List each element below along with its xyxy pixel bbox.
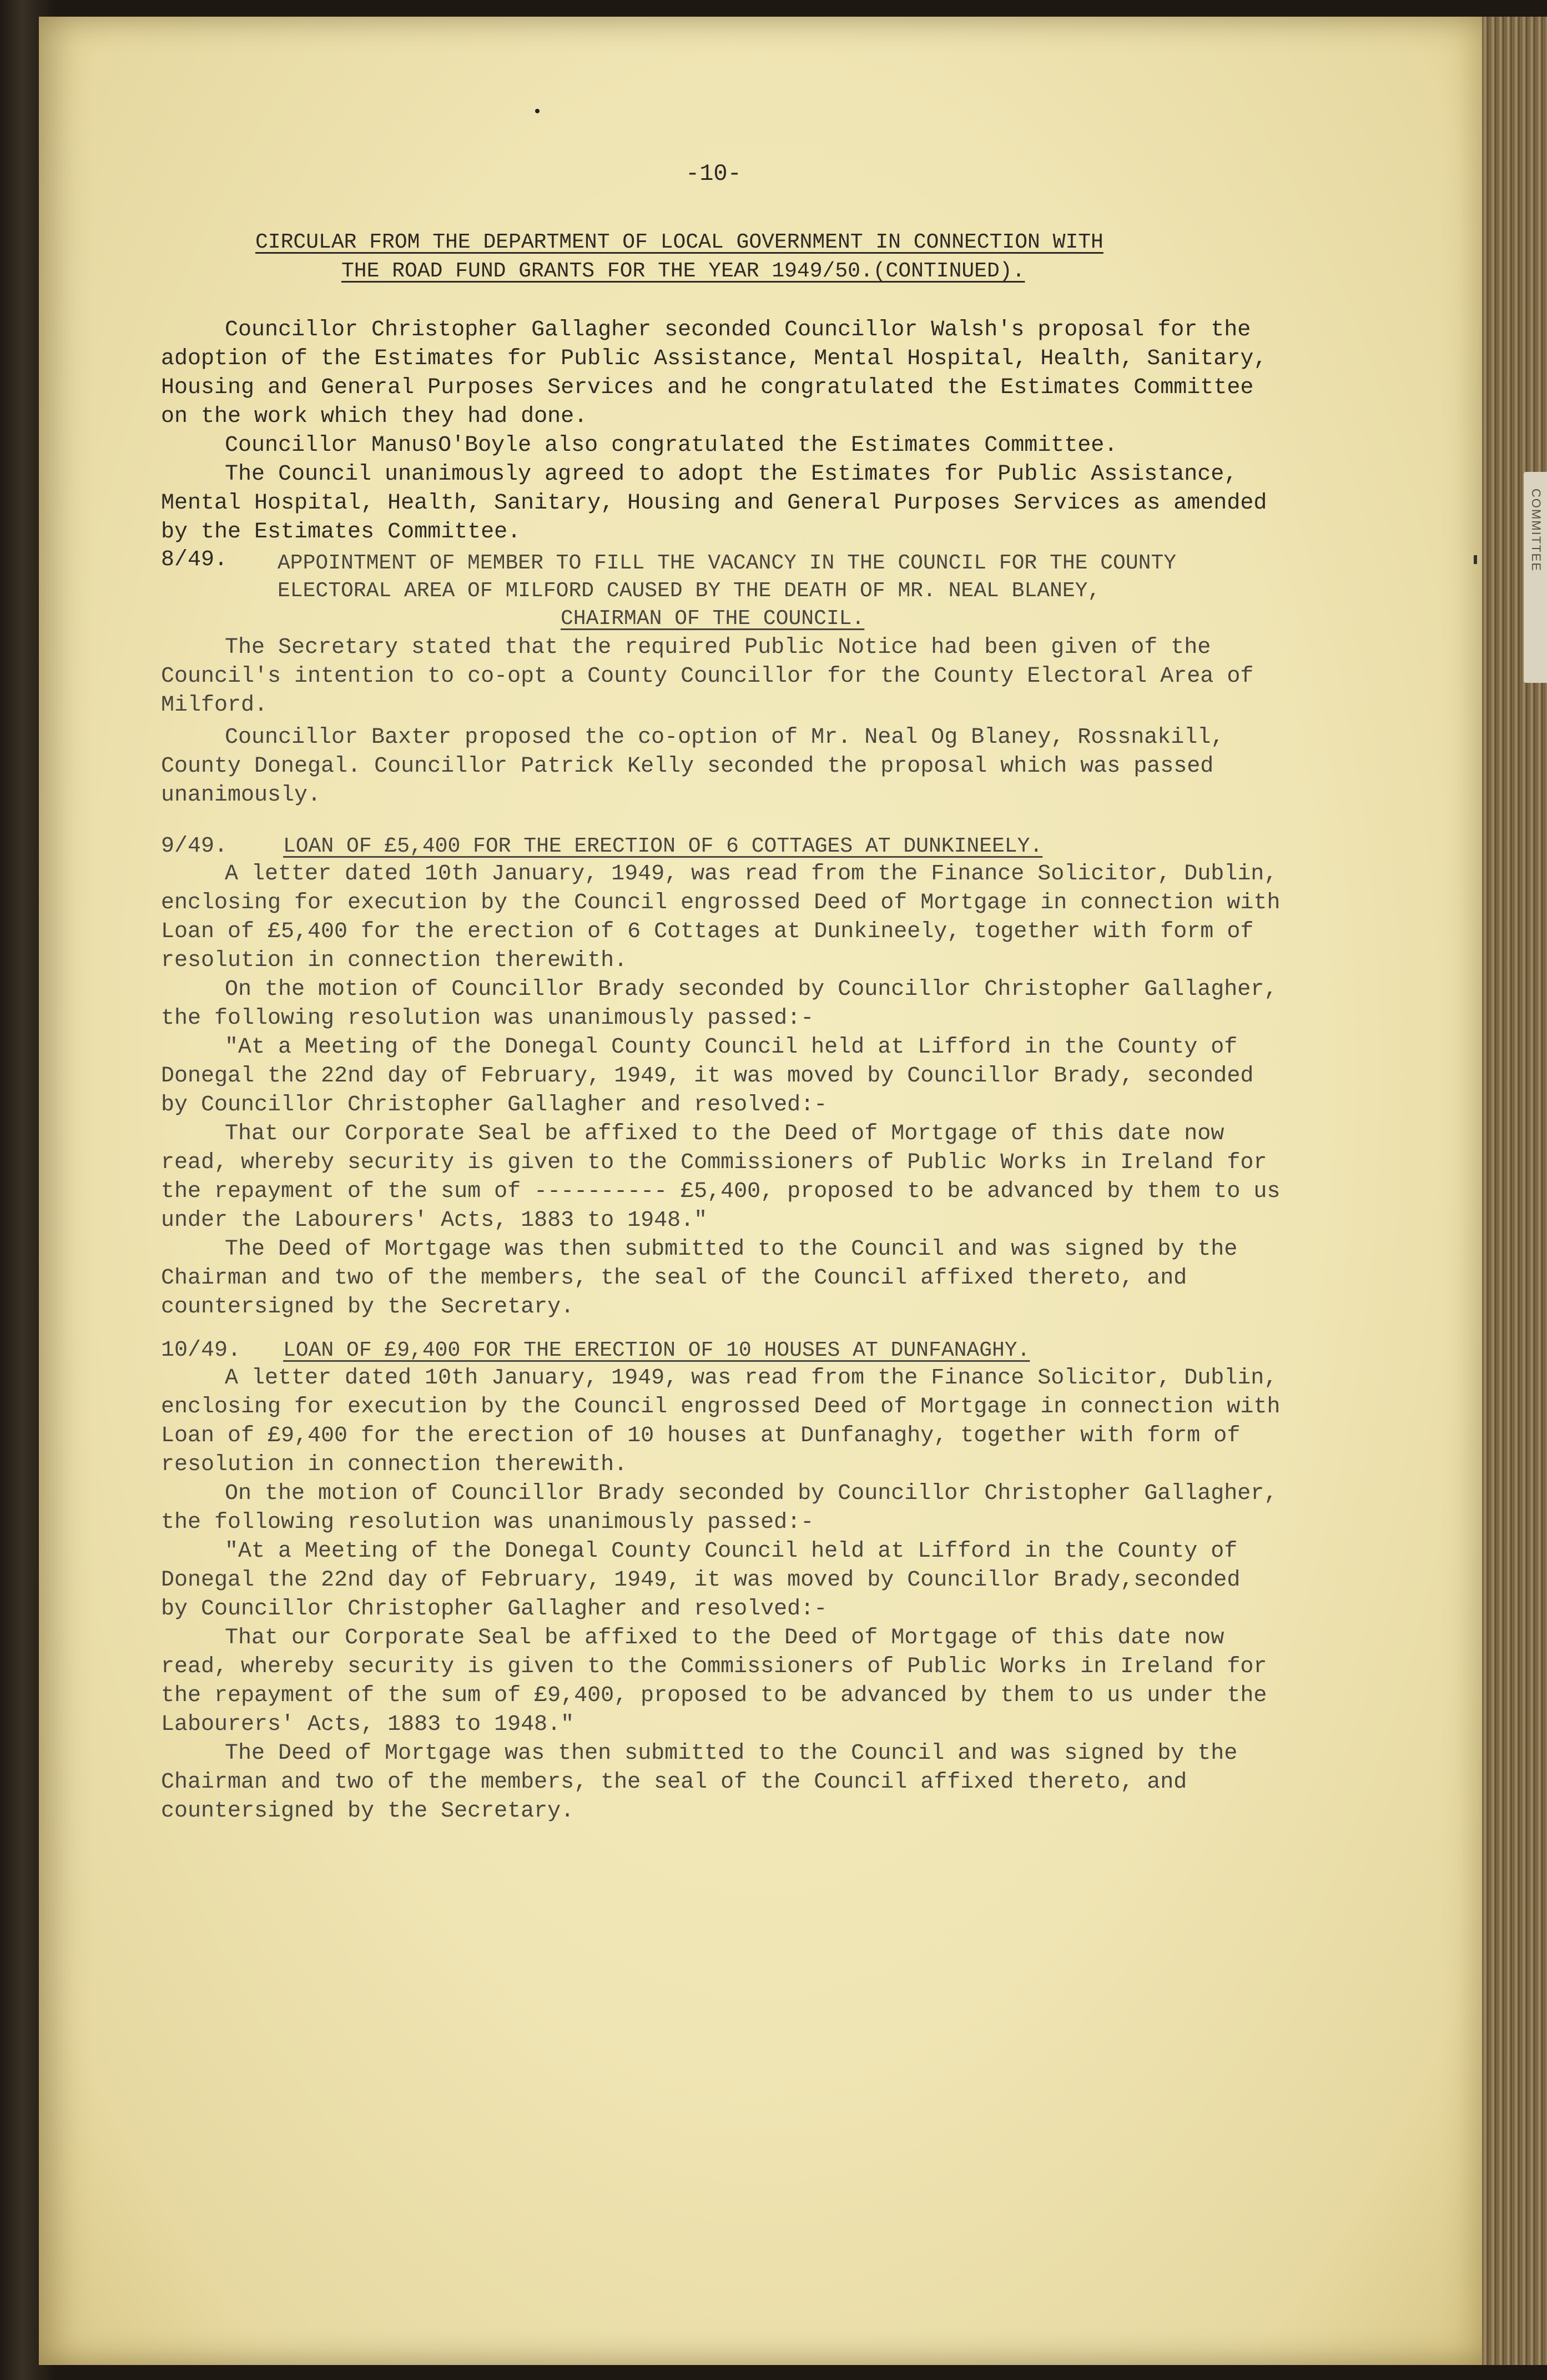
paragraph-line: The Secretary stated that the required Public Notice had been given of the [225,635,1211,660]
paragraph-line: Donegal the 22nd day of February, 1949, it was moved by Councillor Brady, seconded [161,1064,1254,1089]
paragraph-line: under the Labourers' Acts, 1883 to 1948." [161,1208,708,1233]
item-number: 9/49. [161,834,228,859]
paragraph-line: resolution in connection therewith. [161,948,628,973]
paragraph-line: Loan of £5,400 for the erection of 6 Cottages at Dunkineely, together with form of [161,919,1254,944]
paragraph-line: The Deed of Mortgage was then submitted to the Council and was signed by the [225,1237,1238,1262]
paragraph-line: the following resolution was unanimously passed:- [161,1510,814,1535]
paragraph-line: countersigned by the Secretary. [161,1799,575,1824]
item-number: 10/49. [161,1338,241,1363]
item-title: APPOINTMENT OF MEMBER TO FILL THE VACANCY IN THE COUNCIL FOR THE COUNTY [278,551,1177,575]
paragraph-line: That our Corporate Seal be affixed to the Deed of Mortgage of this date now [225,1121,1225,1146]
paragraph-line: A letter dated 10th January, 1949, was read from the Finance Solicitor, Dublin, [225,1366,1278,1391]
paragraph-line: read, whereby security is given to the Commissioners of Public Works in Ireland for [161,1150,1267,1175]
ink-speck [535,109,540,113]
item-title: CHAIRMAN OF THE COUNCIL. [561,607,865,631]
paragraph-line: the following resolution was unanimously passed:- [161,1006,814,1031]
paragraph-line: A letter dated 10th January, 1949, was read from the Finance Solicitor, Dublin, [225,862,1278,887]
paragraph-line: by Councillor Christopher Gallagher and resolved:- [161,1597,828,1622]
paragraph-line: unanimously. [161,783,321,808]
paragraph-line: Donegal the 22nd day of February, 1949, it was moved by Councillor Brady,seconded [161,1568,1241,1593]
ink-mark [1474,555,1477,564]
book-page-edges [1482,17,1547,2365]
page-number: -10- [686,160,742,187]
paragraph-line: Council's intention to co-opt a County Councillor for the County Electoral Area of [161,664,1254,689]
paragraph-line: County Donegal. Councillor Patrick Kelly seconded the proposal which was passed [161,754,1214,779]
paragraph-line: Milford. [161,693,268,718]
paragraph-line: "At a Meeting of the Donegal County Council held at Lifford in the County of [225,1035,1238,1060]
intro-line: The Council unanimously agreed to adopt the Estimates for Public Assistance, [225,462,1238,487]
item-title: LOAN OF £5,400 FOR THE ERECTION OF 6 COTTAGES AT DUNKINEELY. [283,834,1043,858]
paragraph-line: On the motion of Councillor Brady seconded by Councillor Christopher Gallagher, [225,1481,1278,1506]
paragraph-line: Chairman and two of the members, the seal of the Council affixed thereto, and [161,1266,1187,1291]
intro-line: Housing and General Purposes Services and he congratulated the Estimates Committee [161,375,1254,400]
intro-line: Councillor ManusO'Boyle also congratulated the Estimates Committee. [225,433,1118,458]
paragraph-line: by Councillor Christopher Gallagher and resolved:- [161,1093,828,1118]
paragraph-line: the repayment of the sum of ---------- £5,400, proposed to be advanced by them to us [161,1179,1281,1204]
paragraph-line: Loan of £9,400 for the erection of 10 houses at Dunfanaghy, together with form of [161,1423,1241,1448]
document-page [39,17,1482,2365]
paragraph-line: the repayment of the sum of £9,400, proposed to be advanced by them to us under the [161,1683,1267,1708]
paragraph-line: "At a Meeting of the Donegal County Council held at Lifford in the County of [225,1539,1238,1564]
paragraph-line: That our Corporate Seal be affixed to the Deed of Mortgage of this date now [225,1626,1225,1651]
paragraph-line: resolution in connection therewith. [161,1452,628,1477]
intro-line: by the Estimates Committee. [161,520,521,545]
heading-line-2: THE ROAD FUND GRANTS FOR THE YEAR 1949/50.(CONTINUED). [341,259,1025,283]
intro-line: adoption of the Estimates for Public Assistance, Mental Hospital, Health, Sanitary, [161,346,1267,371]
paragraph-line: enclosing for execution by the Council engrossed Deed of Mortgage in connection with [161,890,1281,915]
heading-line-1: CIRCULAR FROM THE DEPARTMENT OF LOCAL GOVERNMENT IN CONNECTION WITH [255,230,1103,254]
paragraph-line: Councillor Baxter proposed the co-option of Mr. Neal Og Blaney, Rossnakill, [225,725,1225,750]
paragraph-line: read, whereby security is given to the Commissioners of Public Works in Ireland for [161,1654,1267,1679]
paragraph-line: The Deed of Mortgage was then submitted to the Council and was signed by the [225,1741,1238,1766]
intro-line: Councillor Christopher Gallagher seconded Councillor Walsh's proposal for the [225,318,1251,343]
paragraph-line: On the motion of Councillor Brady seconded by Councillor Christopher Gallagher, [225,977,1278,1002]
paragraph-line: Labourers' Acts, 1883 to 1948." [161,1712,575,1737]
item-title: LOAN OF £9,400 FOR THE ERECTION OF 10 HOUSES AT DUNFANAGHY. [283,1339,1030,1362]
paragraph-line: Chairman and two of the members, the seal of the Council affixed thereto, and [161,1770,1187,1795]
paragraph-line: countersigned by the Secretary. [161,1295,575,1320]
intro-line: Mental Hospital, Health, Sanitary, Housing and General Purposes Services as amended [161,491,1267,516]
item-number: 8/49. [161,547,228,572]
paragraph-line: enclosing for execution by the Council engrossed Deed of Mortgage in connection with [161,1395,1281,1420]
document-body [39,17,1482,2365]
intro-line: on the work which they had done. [161,404,588,429]
item-title: ELECTORAL AREA OF MILFORD CAUSED BY THE DEATH OF MR. NEAL BLANEY, [278,579,1101,603]
index-tab-label: COMMITTEE [1529,489,1543,572]
